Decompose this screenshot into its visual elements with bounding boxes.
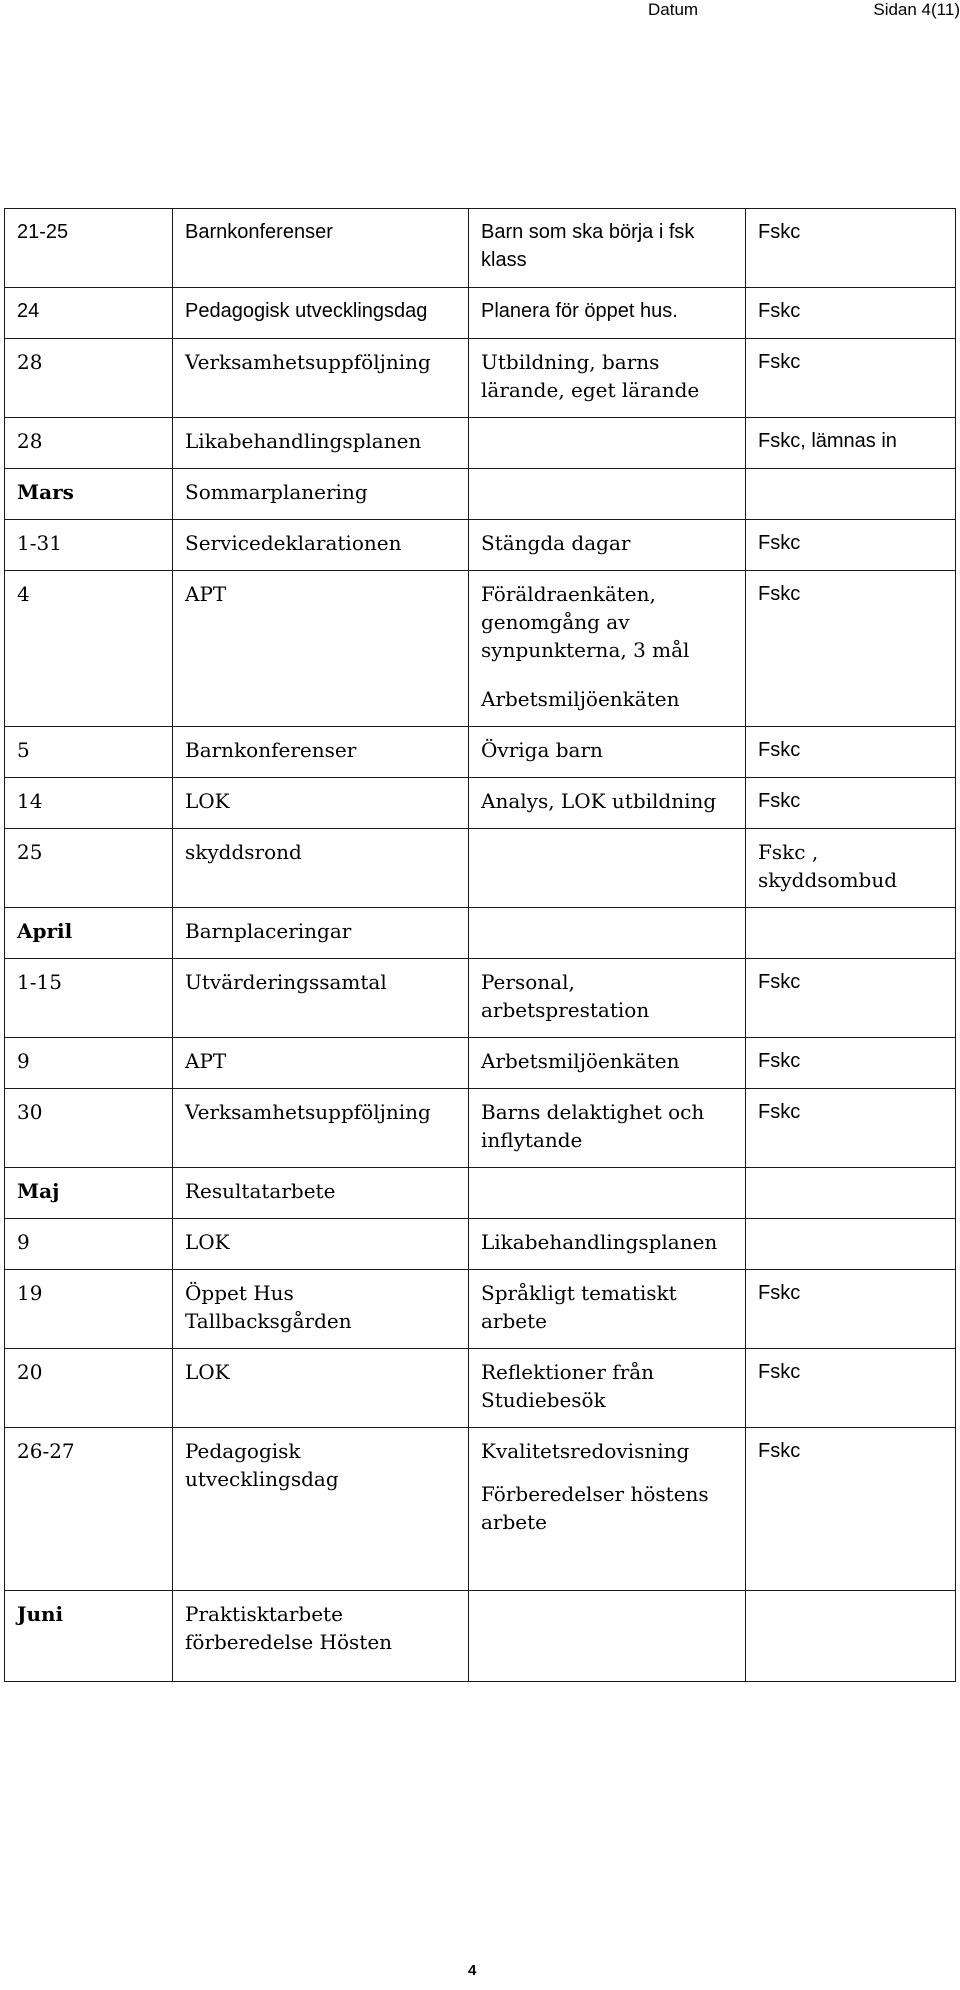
activity-cell: LOK — [173, 1219, 469, 1270]
activity-cell: Likabehandlingsplanen — [173, 418, 469, 469]
content-cell — [469, 418, 746, 469]
table-row — [5, 339, 956, 418]
content-line: Kvalitetsredovisning — [481, 1439, 690, 1463]
activity-cell: APT — [173, 571, 469, 727]
responsible-cell: Fskc — [746, 209, 956, 288]
responsible-cell — [746, 1168, 956, 1219]
content-cell — [469, 829, 746, 908]
content-cell: Arbetsmiljöenkäten — [469, 1038, 746, 1089]
date-cell: 9 — [5, 1219, 173, 1270]
date-cell: 21-25 — [5, 209, 173, 288]
activity-cell: Servicedeklarationen — [173, 520, 469, 571]
month-cell: April — [5, 908, 173, 959]
activity-cell: Verksamhetsuppföljning — [173, 339, 469, 418]
table-row — [5, 520, 956, 571]
schedule-table — [4, 208, 956, 1682]
table-row — [5, 908, 956, 959]
activity-cell: Barnkonferenser — [173, 727, 469, 778]
activity-cell: APT — [173, 1038, 469, 1089]
responsible-cell: Fskc — [746, 520, 956, 571]
date-cell: 28 — [5, 418, 173, 469]
responsible-cell: Fskc — [746, 288, 956, 339]
header-page-label: Sidan 4(11) — [873, 0, 960, 19]
responsible-cell: Fskc — [746, 727, 956, 778]
content-cell: Reflektioner från Studiebesök — [469, 1349, 746, 1428]
date-cell: 5 — [5, 727, 173, 778]
table-row — [5, 209, 956, 288]
month-cell: Juni — [5, 1591, 173, 1682]
content-cell: Barn som ska börja i fsk klass — [469, 209, 746, 288]
activity-cell: Resultatarbete — [173, 1168, 469, 1219]
table-row — [5, 1168, 956, 1219]
table-row — [5, 1591, 956, 1682]
table-row — [5, 469, 956, 520]
content-cell: Språkligt tematiskt arbete — [469, 1270, 746, 1349]
activity-cell: LOK — [173, 1349, 469, 1428]
activity-cell: Verksamhetsuppföljning — [173, 1089, 469, 1168]
date-cell: 1-15 — [5, 959, 173, 1038]
table-row — [5, 778, 956, 829]
activity-cell: Barnkonferenser — [173, 209, 469, 288]
activity-cell: Pedagogisk utvecklingsdag — [173, 1428, 469, 1591]
content-cell — [469, 1428, 746, 1591]
responsible-cell: Fskc — [746, 778, 956, 829]
date-cell: 9 — [5, 1038, 173, 1089]
activity-cell: Praktisktarbete förberedelse Hösten — [173, 1591, 469, 1682]
content-cell: Planera för öppet hus. — [469, 288, 746, 339]
responsible-cell: Fskc , skyddsombud — [746, 829, 956, 908]
table-row — [5, 1270, 956, 1349]
table-row — [5, 1219, 956, 1270]
date-cell: 1-31 — [5, 520, 173, 571]
activity-cell: Barnplaceringar — [173, 908, 469, 959]
content-cell: Utbildning, barns lärande, eget lärande — [469, 339, 746, 418]
responsible-cell: Fskc, lämnas in — [746, 418, 956, 469]
content-cell — [469, 571, 746, 727]
content-cell — [469, 908, 746, 959]
responsible-cell — [746, 1219, 956, 1270]
content-cell: Analys, LOK utbildning — [469, 778, 746, 829]
content-line: Förberedelser höstens arbete — [481, 1482, 709, 1534]
table-row — [5, 1428, 956, 1591]
activity-cell: Pedagogisk utvecklingsdag — [173, 288, 469, 339]
page-number: 4 — [468, 1962, 477, 1979]
date-cell: 25 — [5, 829, 173, 908]
month-cell: Mars — [5, 469, 173, 520]
table-row — [5, 418, 956, 469]
date-cell: 4 — [5, 571, 173, 727]
responsible-cell: Fskc — [746, 959, 956, 1038]
date-cell: 24 — [5, 288, 173, 339]
responsible-cell — [746, 908, 956, 959]
responsible-cell: Fskc — [746, 1428, 956, 1591]
table-row — [5, 959, 956, 1038]
table-row — [5, 727, 956, 778]
table-row — [5, 288, 956, 339]
content-cell — [469, 1591, 746, 1682]
responsible-cell: Fskc — [746, 1349, 956, 1428]
table-row — [5, 829, 956, 908]
responsible-cell: Fskc — [746, 571, 956, 727]
content-line: Arbetsmiljöenkäten — [481, 687, 680, 711]
date-cell: 28 — [5, 339, 173, 418]
date-cell: 20 — [5, 1349, 173, 1428]
activity-cell: skyddsrond — [173, 829, 469, 908]
activity-cell: Sommarplanering — [173, 469, 469, 520]
date-cell: 19 — [5, 1270, 173, 1349]
header-date-label: Datum — [648, 0, 699, 19]
month-cell: Maj — [5, 1168, 173, 1219]
content-cell — [469, 469, 746, 520]
content-cell: Personal, arbetsprestation — [469, 959, 746, 1038]
responsible-cell: Fskc — [746, 1089, 956, 1168]
content-cell: Stängda dagar — [469, 520, 746, 571]
table-row — [5, 1089, 956, 1168]
table-row — [5, 1038, 956, 1089]
date-cell: 30 — [5, 1089, 173, 1168]
content-cell — [469, 1168, 746, 1219]
table-row — [5, 1349, 956, 1428]
responsible-cell — [746, 1591, 956, 1682]
content-cell: Barns delaktighet och inflytande — [469, 1089, 746, 1168]
activity-cell: Öppet Hus Tallbacksgården — [173, 1270, 469, 1349]
activity-cell: LOK — [173, 778, 469, 829]
content-cell: Övriga barn — [469, 727, 746, 778]
responsible-cell: Fskc — [746, 339, 956, 418]
responsible-cell: Fskc — [746, 1038, 956, 1089]
responsible-cell — [746, 469, 956, 520]
date-cell: 26-27 — [5, 1428, 173, 1591]
activity-cell: Utvärderingssamtal — [173, 959, 469, 1038]
table-row — [5, 571, 956, 727]
content-line: Föräldraenkäten, genomgång av synpunkterna, 3 mål — [481, 582, 690, 662]
content-cell: Likabehandlingsplanen — [469, 1219, 746, 1270]
date-cell: 14 — [5, 778, 173, 829]
responsible-cell: Fskc — [746, 1270, 956, 1349]
